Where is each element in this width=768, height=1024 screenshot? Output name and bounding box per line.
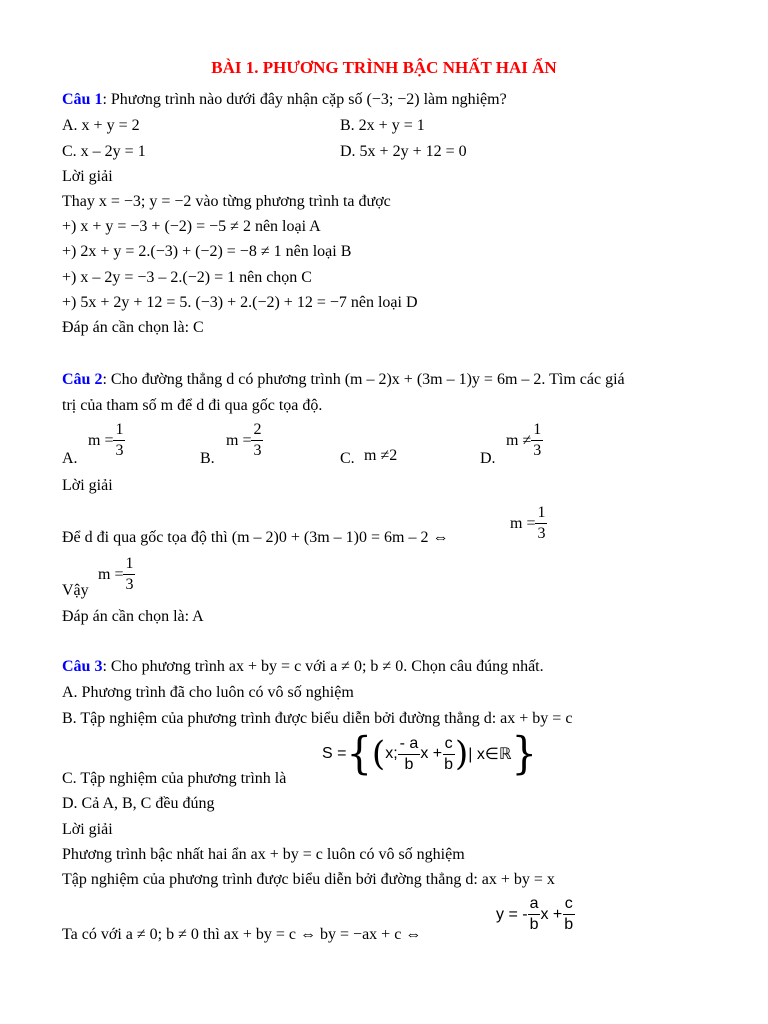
question-1-text: : Phương trình nào dưới đây nhận cặp số (−3; −2) làm nghiệm? (102, 91, 507, 108)
fraction (123, 556, 135, 593)
q1-option-b: B. 2x + y = 1 (340, 117, 425, 134)
q3-solution-label: Lời giải (62, 821, 113, 838)
q2-option-b-math (226, 422, 263, 459)
right-paren: ) (455, 734, 469, 774)
question-3 (62, 657, 544, 677)
question-2-label: Câu 2 (62, 371, 103, 388)
question-3-label: Câu 3 (62, 658, 103, 675)
q2-option-c-math: m ≠2 (364, 447, 398, 464)
lesson-title: BÀI 1. PHƯƠNG TRÌNH BẬC NHẤT HAI ẨN (211, 58, 557, 77)
q2-option-b-label: B. (200, 450, 215, 467)
m-not-equal: m ≠ (506, 431, 532, 449)
q3-option-c: C. Tập nghiệm của phương trình là (62, 770, 287, 787)
q1-option-a: A. x + y = 2 (62, 117, 140, 134)
numerator: - a (398, 736, 421, 755)
q2-conclusion-label: Vậy (62, 582, 89, 599)
right-brace: } (511, 728, 537, 780)
q1-solution-line: +) 2x + y = 2.(−3) + (−2) = −8 ≠ 1 nên loại B (62, 243, 352, 260)
m-equals: m = (98, 565, 124, 583)
fraction (535, 505, 547, 542)
numerator: 1 (113, 422, 125, 441)
denominator: 3 (253, 442, 262, 459)
q1-solution-line: +) x – 2y = −3 – 2.(−2) = 1 nên chọn C (62, 269, 312, 286)
q3-solution-line: Ta có với a ≠ 0; b ≠ 0 thì ax + by = c ⇔ by = −ax + c ⇔ (62, 926, 422, 943)
q2-option-a-label: A. (62, 450, 78, 467)
q2-option-a-math (88, 422, 125, 459)
q3-solution-set-math (322, 728, 537, 780)
q2-solution-label: Lời giải (62, 477, 113, 494)
numerator: 1 (531, 422, 543, 441)
fraction (528, 896, 541, 933)
denominator: b (564, 916, 574, 933)
left-paren: ( (371, 734, 386, 774)
question-1-label: Câu 1 (62, 91, 103, 108)
denominator: 3 (125, 576, 134, 593)
numerator: c (443, 736, 455, 755)
q2-option-d-label: D. (480, 450, 496, 467)
q1-option-d: D. 5x + 2y + 12 = 0 (340, 143, 467, 160)
q1-option-c: C. x – 2y = 1 (62, 143, 146, 160)
q3-solution-line: Phương trình bậc nhất hai ẩn ax + by = c luôn có vô số nghiệm (62, 846, 465, 863)
m-equals: m = (510, 514, 536, 532)
numerator: 1 (535, 505, 547, 524)
numerator: a (528, 896, 541, 915)
q3-solution-line: Tập nghiệm của phương trình được biểu diễn bởi đường thẳng d: ax + by = x (62, 871, 555, 888)
set-mid: x + (420, 745, 443, 762)
left-brace: { (346, 728, 372, 780)
denominator: 3 (533, 442, 542, 459)
denominator: 3 (537, 525, 546, 542)
q3-option-b: B. Tập nghiệm của phương trình được biểu diễn bởi đường thẳng d: ax + by = c (62, 710, 573, 727)
denominator: b (529, 916, 539, 933)
set-x: x; (385, 745, 398, 762)
y-equals: y = - (496, 905, 528, 923)
q2-solution-line: Để d đi qua gốc tọa độ thì (m – 2)0 + (3m – 1)0 = 6m – 2 ⇔ (62, 529, 449, 546)
question-1 (62, 90, 507, 110)
fraction (531, 422, 543, 459)
m-equals: m = (88, 431, 114, 449)
denominator: b (404, 755, 414, 773)
fraction (251, 422, 263, 459)
fraction (562, 896, 575, 933)
numerator: 2 (251, 422, 263, 441)
q1-solution-label: Lời giải (62, 168, 113, 185)
fraction (398, 736, 421, 773)
fraction (442, 736, 455, 773)
denominator: 3 (115, 442, 124, 459)
numerator: c (563, 896, 575, 915)
q2-answer: Đáp án cần chọn là: A (62, 608, 204, 625)
question-2 (62, 370, 625, 390)
m-equals: m = (226, 431, 252, 449)
fraction (113, 422, 125, 459)
question-3-text: : Cho phương trình ax + by = c với a ≠ 0; b ≠ 0. Chọn câu đúng nhất. (102, 658, 544, 675)
q2-option-c-label: C. (340, 450, 355, 467)
q1-solution-line: +) 5x + 2y + 12 = 5. (−3) + 2.(−2) + 12 = −7 nên loại D (62, 294, 418, 311)
q2-option-d-math (506, 422, 543, 459)
set-condition: | x∈ℝ (468, 746, 512, 763)
numerator: 1 (123, 556, 135, 575)
q1-solution-line: +) x + y = −3 + (−2) = −5 ≠ 2 nên loại A (62, 218, 321, 235)
question-2-text-cont: trị của tham số m để d đi qua gốc tọa độ. (62, 397, 323, 414)
set-s-equals: S = (322, 745, 347, 762)
denominator: b (444, 755, 454, 773)
q2-solution-math (510, 505, 547, 542)
q1-answer: Đáp án cần chọn là: C (62, 319, 204, 336)
q3-option-d: D. Cả A, B, C đều đúng (62, 795, 215, 812)
q3-y-formula (496, 896, 575, 933)
q1-solution-line: Thay x = −3; y = −2 vào từng phương trình ta được (62, 193, 391, 210)
q3-option-a: A. Phương trình đã cho luôn có vô số nghiệm (62, 684, 354, 701)
question-2-text: : Cho đường thẳng d có phương trình (m – 2)x + (3m – 1)y = 6m – 2. Tìm các giá (102, 371, 625, 388)
q2-conclusion-math (98, 556, 135, 593)
y-mid: x + (540, 905, 563, 923)
